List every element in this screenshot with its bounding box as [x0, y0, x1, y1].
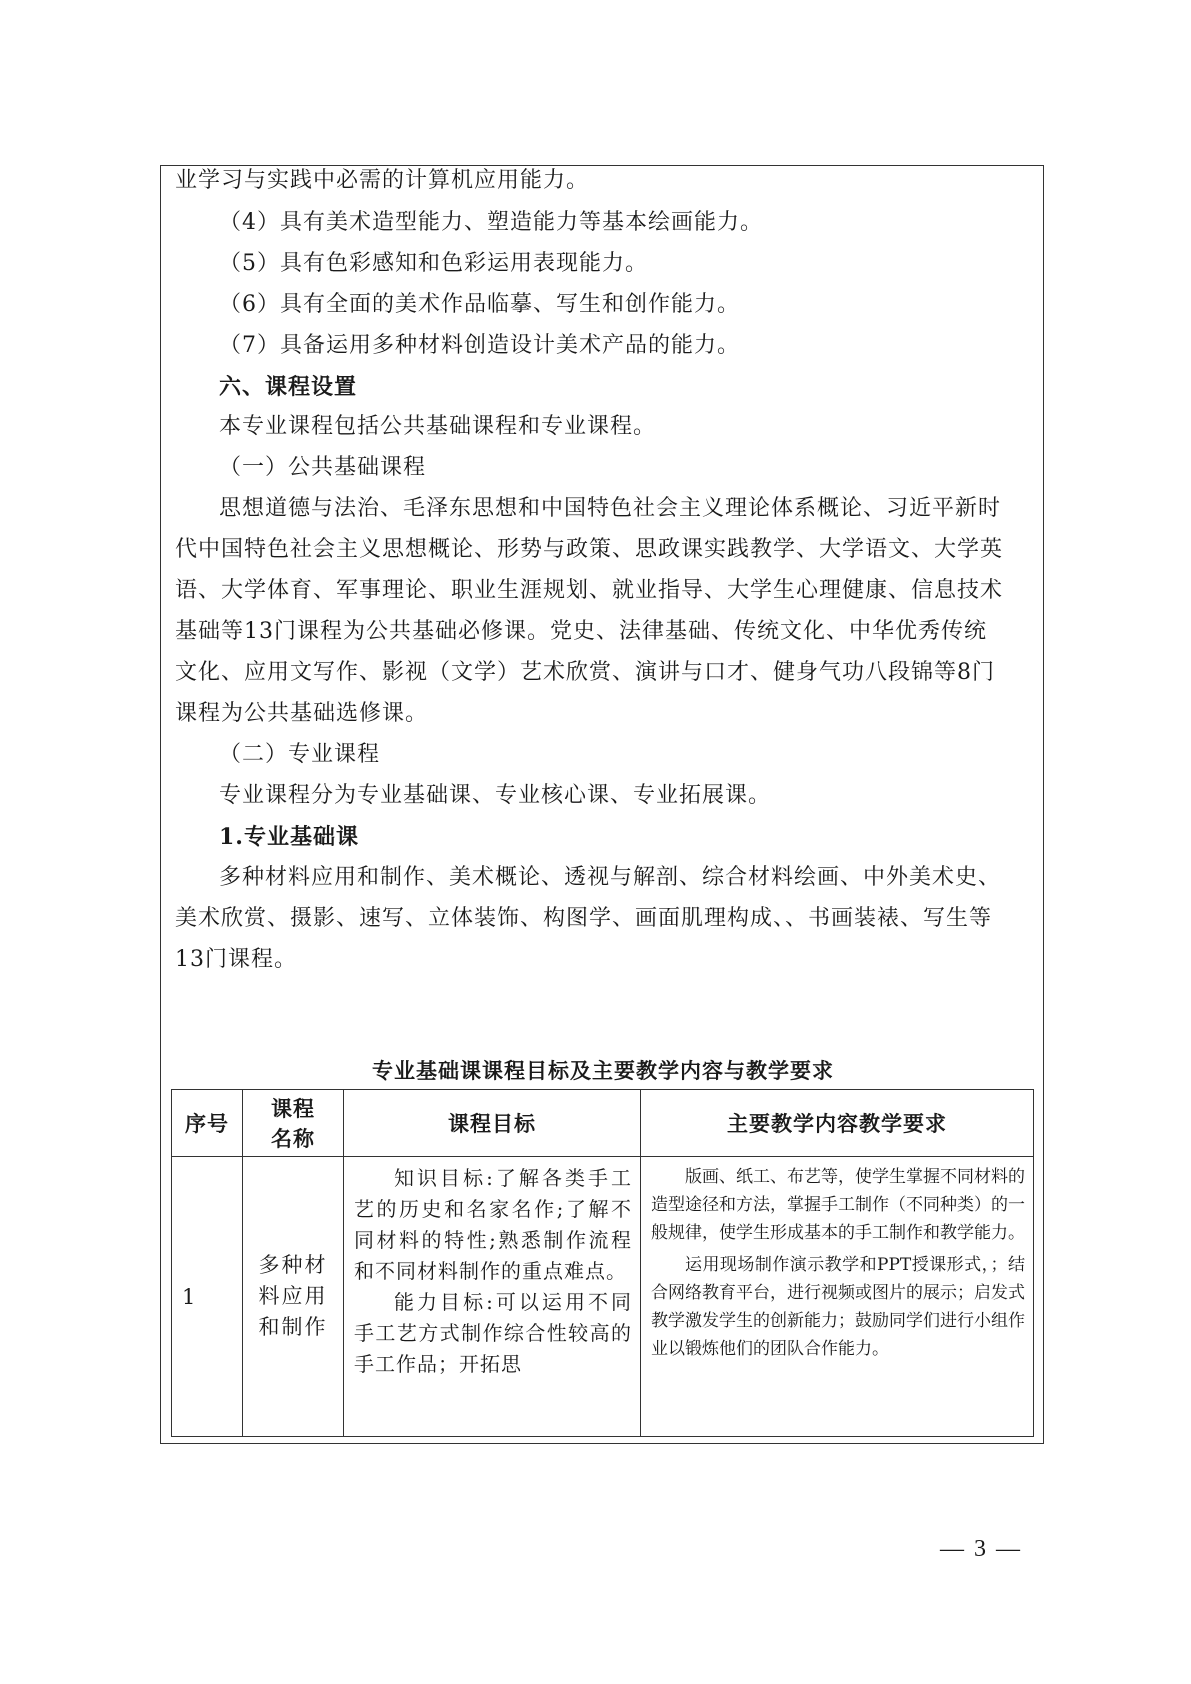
text-line: 美术欣赏、摄影、速写、立体装饰、构图学、画面肌理构成、、书画装裱、写生等 [175, 906, 993, 931]
subsection-heading: 1.专业基础课 [219, 824, 359, 850]
text-line: 多种材料应用和制作、美术概论、透视与解剖、综合材料绘画、中外美术史、 [219, 865, 1002, 890]
cell-name [243, 1157, 344, 1437]
header-name [243, 1090, 344, 1157]
cell-name-line: 多种材 [258, 1253, 328, 1277]
header-name-line: 课程 [271, 1097, 315, 1121]
table-header-row [172, 1090, 1034, 1157]
header-name-line: 名称 [271, 1127, 315, 1151]
goal-paragraph: 知识目标:了解各类手工艺的历史和名家名作;了解不同材料的特性;熟悉制作流程和不同材料制作的重点难点。 [354, 1166, 632, 1283]
table-row [172, 1157, 1034, 1437]
cell-req [641, 1157, 1034, 1437]
text-line: 代中国特色社会主义思想概论、形势与政策、思政课实践教学、大学语文、大学英 [175, 537, 1004, 562]
header-num: 序号 [172, 1090, 243, 1157]
text-line: 13门课程。 [175, 947, 297, 972]
text-line: 语、大学体育、军事理论、职业生涯规划、就业指导、大学生心理健康、信息技术 [175, 578, 1004, 603]
text-line: （4）具有美术造型能力、塑造能力等基本绘画能力。 [219, 210, 763, 235]
page-number: — 3 — [940, 1536, 1022, 1562]
text-line: 基础等13门课程为公共基础必修课。党史、法律基础、传统文化、中华优秀传统 [175, 619, 987, 644]
section-heading: 六、课程设置 [219, 374, 358, 400]
text-line: （5）具有色彩感知和色彩运用表现能力。 [219, 251, 648, 276]
req-paragraph: 版画、纸工、布艺等，使学生掌握不同材料的造型途径和方法，掌握手工制作（不同种类）的一般规律，使学生形成基本的手工制作和教学能力。 [651, 1167, 1025, 1243]
text-line: （6）具有全面的美术作品临摹、写生和创作能力。 [219, 292, 740, 317]
header-req: 主要教学内容教学要求 [641, 1090, 1034, 1157]
goal-paragraph: 能力目标:可以运用不同手工艺方式制作综合性较高的手工作品；开拓思 [354, 1290, 632, 1376]
cell-goal [344, 1157, 641, 1437]
text-line: 业学习与实践中必需的计算机应用能力。 [175, 168, 590, 193]
text-line: 课程为公共基础选修课。 [175, 701, 429, 726]
subsection-heading: （一）公共基础课程 [219, 455, 427, 480]
text-line: 本专业课程包括公共基础课程和专业课程。 [219, 414, 657, 439]
table-caption: 专业基础课课程目标及主要教学内容与教学要求 [372, 1059, 834, 1083]
text-line: （7）具备运用多种材料创造设计美术产品的能力。 [219, 333, 740, 358]
text-line: 专业课程分为专业基础课、专业核心课、专业拓展课。 [219, 783, 772, 808]
cell-num: 1 [172, 1157, 243, 1437]
cell-name-line: 料应用 [258, 1284, 328, 1308]
course-table [171, 1089, 1034, 1437]
header-goal: 课程目标 [344, 1090, 641, 1157]
req-paragraph: 运用现场制作演示教学和PPT授课形式，；结合网络教育平台，进行视频或图片的展示；启发式教学激发学生的创新能力；鼓励同学们进行小组作业以锻炼他们的团队合作能力。 [651, 1255, 1025, 1359]
subsection-heading: （二）专业课程 [219, 742, 381, 767]
text-line: 文化、应用文写作、影视（文学）艺术欣赏、演讲与口才、健身气功八段锦等8门 [175, 660, 995, 685]
cell-name-line: 和制作 [258, 1315, 328, 1339]
text-line: 思想道德与法治、毛泽东思想和中国特色社会主义理论体系概论、习近平新时 [219, 496, 1002, 521]
